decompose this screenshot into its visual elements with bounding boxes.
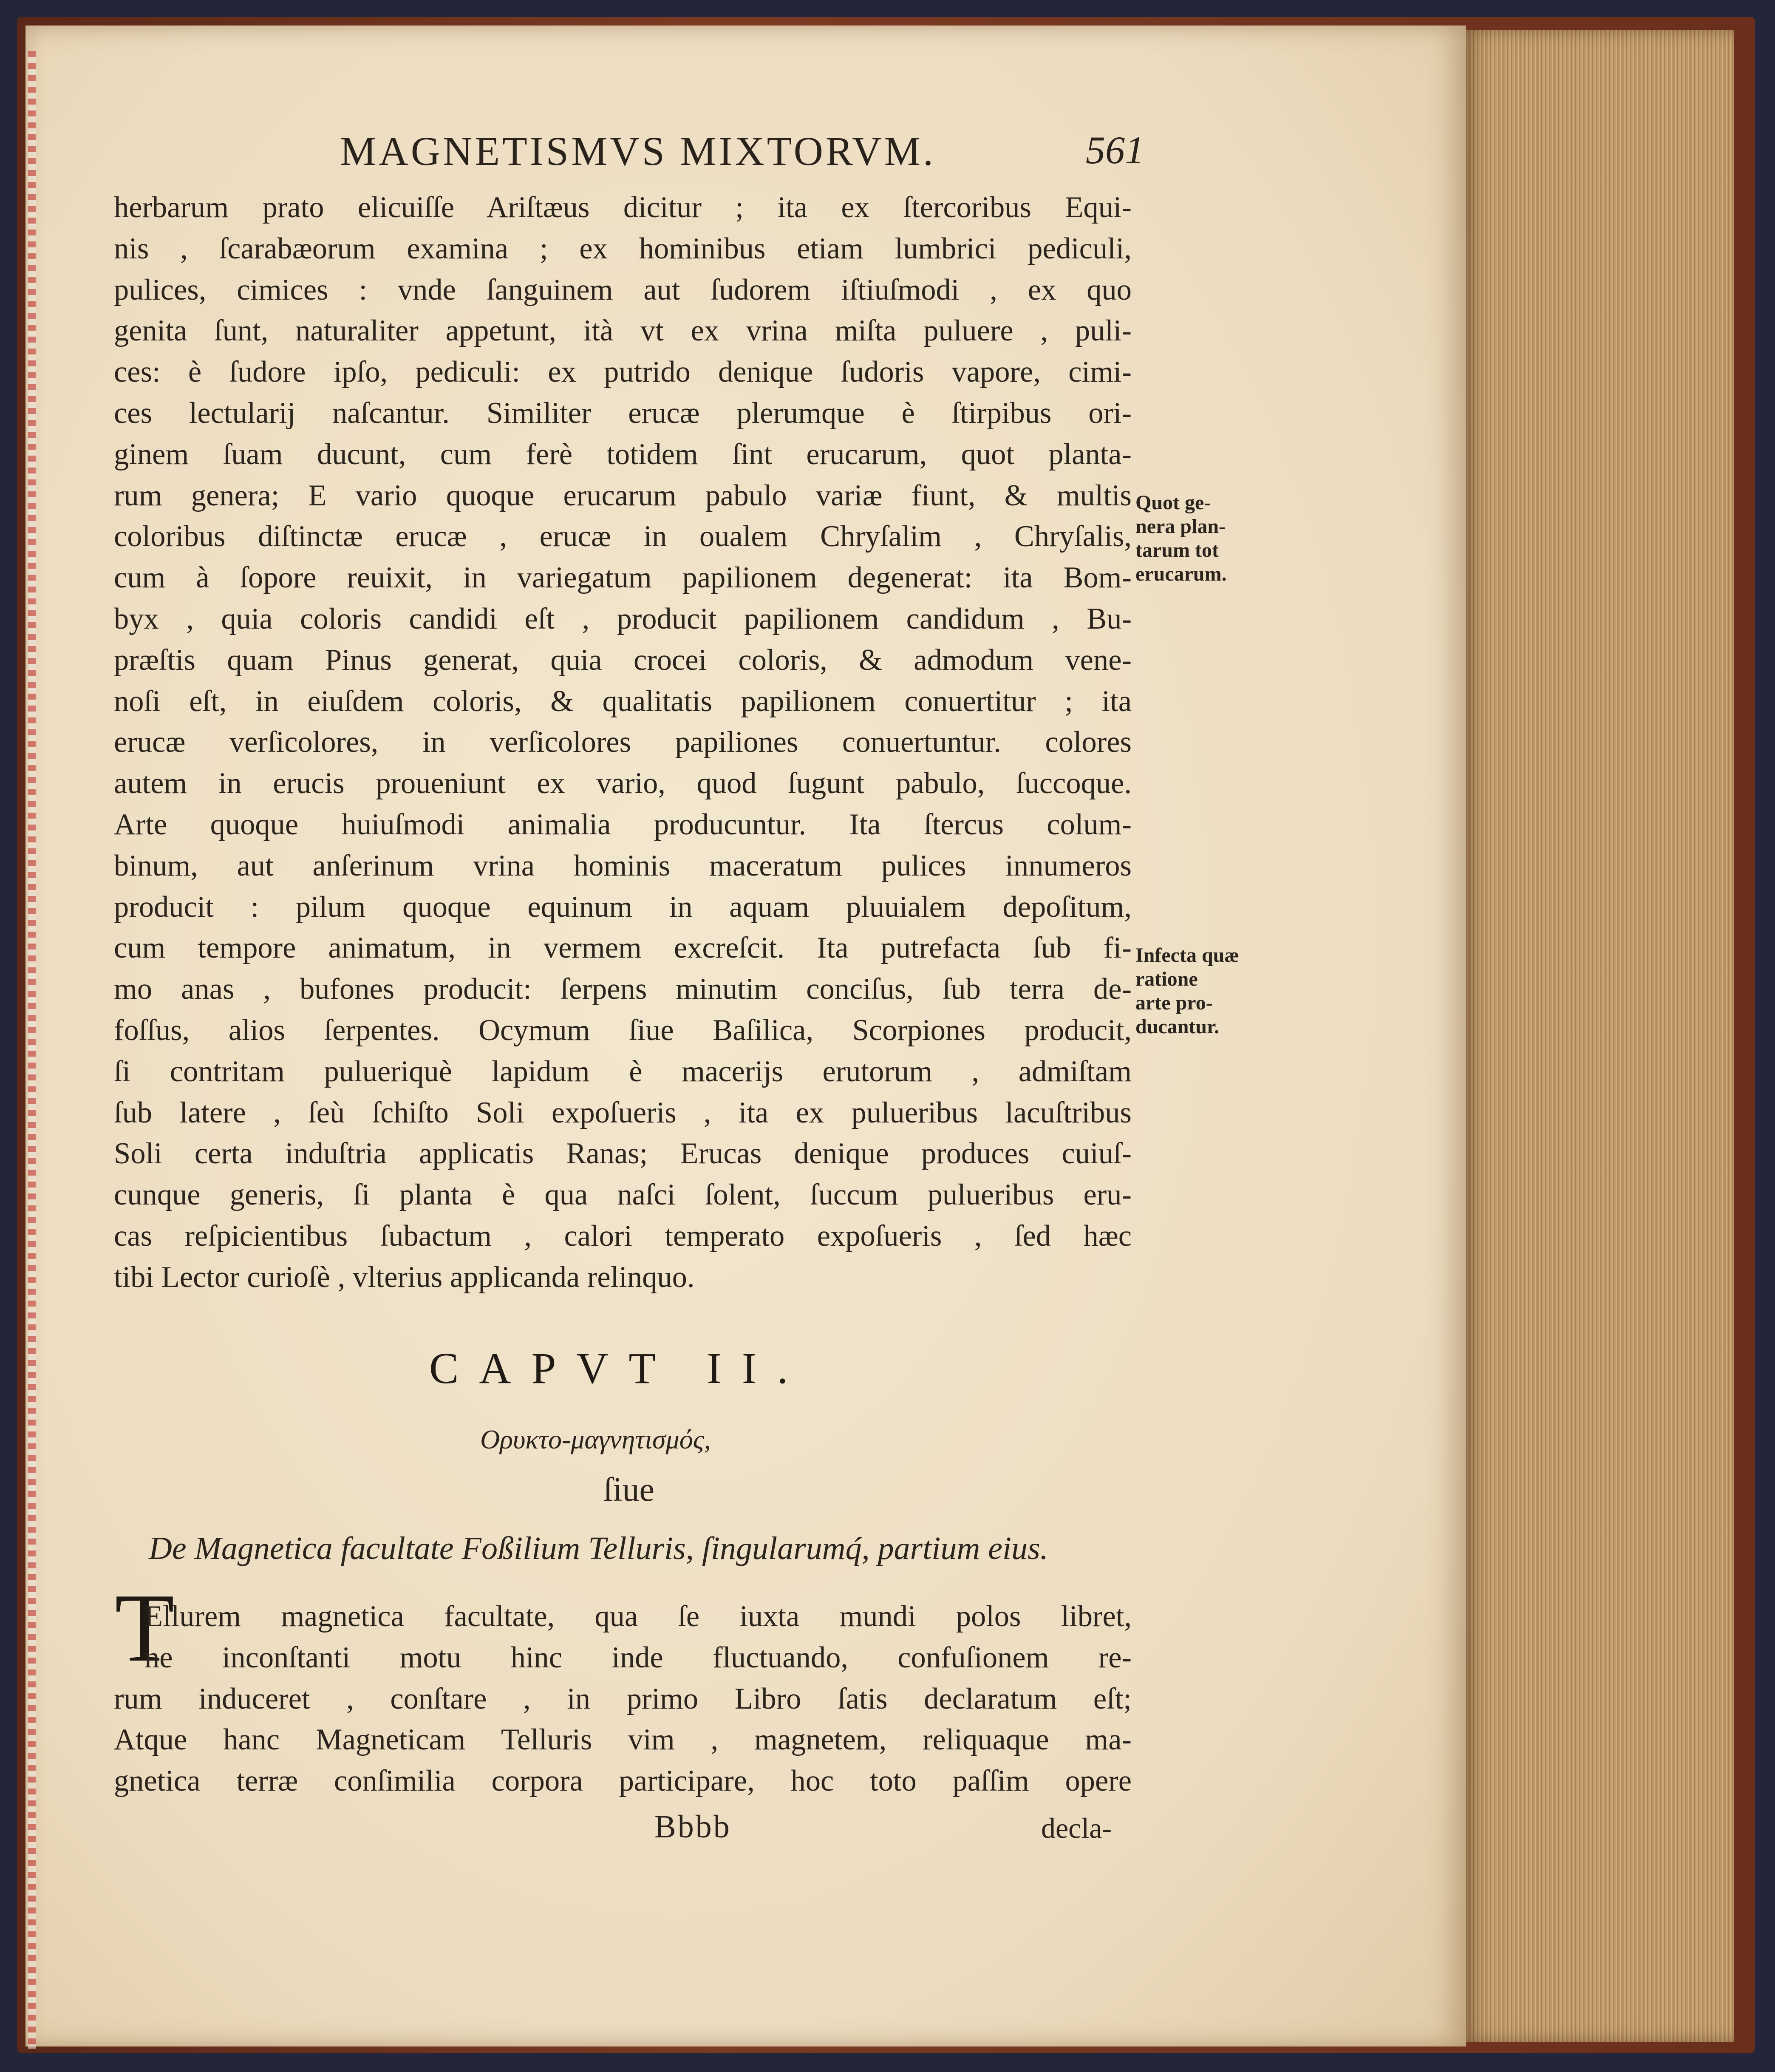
binding-stitch	[28, 51, 36, 2049]
text-line: noſi eſt, in eiuſdem coloris, & qualitatis papilionem conuertitur ; ita	[114, 684, 1132, 718]
margin-note-line: ratione	[1135, 968, 1198, 990]
running-header: MAGNETISMVS MIXTORVM.	[340, 128, 936, 174]
text-line: ginem ſuam ducunt, cum ferè totidem ſint erucarum, quot planta-	[114, 437, 1132, 471]
text-line: ne inconſtanti motu hinc inde fluctuando, confuſionem re-	[144, 1641, 1132, 1674]
text-line: foſſus, alios ſerpentes. Ocymum ſiue Baſilica, Scorpiones producit,	[114, 1013, 1132, 1047]
text-line: ſi contritam pulueriquè lapidum è macerijs erutorum , admiſtam	[114, 1054, 1132, 1088]
text-line: rum genera; E vario quoque erucarum pabulo variæ fiunt, & multis	[114, 479, 1132, 512]
chapter-greek-title: Ορυκτο-μαγνητισμός,	[480, 1424, 711, 1454]
text-line: mo anas , bufones producit: ſerpens minutim conciſus, ſub terra de-	[114, 972, 1132, 1006]
text-line: coloribus diſtinctæ erucæ , erucæ in oualem Chryſalim , Chryſalis,	[114, 520, 1132, 553]
text-line: Arte quoque huiuſmodi animalia producuntur. Ita ſtercus colum-	[114, 808, 1132, 841]
text-line: cum à ſopore reuixit, in variegatum papilionem degenerat: ita Bom-	[114, 561, 1132, 595]
text-line: ces: è ſudore ipſo, pediculi: ex putrido denique ſudoris vapore, cimi-	[114, 355, 1132, 389]
text-line: herbarum prato elicuiſſe Ariſtæus dicitur ; ita ex ſtercoribus Equi-	[114, 191, 1132, 224]
margin-note-line: tarum tot	[1135, 539, 1219, 561]
margin-note-plant-genera	[1135, 491, 1227, 586]
margin-note-insects	[1135, 944, 1239, 1039]
text-line: gnetica terræ conſimilia corpora participare, hoc toto paſſim opere	[114, 1764, 1132, 1798]
chapter-subtitle: De Magnetica facultate Foßilium Telluris, ſingularumq́, partium eius.	[149, 1531, 1048, 1566]
text-line: binum, aut anſerinum vrina hominis maceratum pulices innumeros	[114, 849, 1132, 882]
margin-note-line: Infecta quæ	[1135, 944, 1240, 967]
margin-note-line: erucarum.	[1135, 563, 1227, 585]
drop-cap: T	[115, 1573, 175, 1682]
signature-mark: Bbbb	[654, 1809, 731, 1845]
chapter-text	[114, 1596, 1132, 1802]
text-line: præſtis quam Pinus generat, quia crocei coloris, & admodum vene-	[114, 643, 1132, 677]
chapter-connector: ſiue	[603, 1471, 654, 1508]
text-line: Atque hanc Magneticam Telluris vim , magnetem, reliquaque ma-	[114, 1723, 1132, 1757]
text-line: tibi Lector curioſè , vlterius applicanda relinquo.	[114, 1260, 695, 1294]
text-line: pulices, cimices : vnde ſanguinem aut ſudorem iſtiuſmodi , ex quo	[114, 273, 1132, 306]
chapter-heading: CAPVT II.	[429, 1344, 809, 1393]
margin-note-line: ducantur.	[1135, 1015, 1219, 1038]
page-number: 561	[1086, 128, 1144, 172]
text-line: Ellurem magnetica facultate, qua ſe iuxta mundi polos libret,	[144, 1600, 1132, 1633]
margin-note-line: Quot ge-	[1135, 491, 1211, 514]
text-line: nis , ſcarabæorum examina ; ex hominibus etiam lumbrici pediculi,	[114, 232, 1132, 265]
text-line: producit : pilum quoque equinum in aquam pluuialem depoſitum,	[114, 890, 1132, 924]
text-line: ſub latere , ſeù ſchiſto Soli expoſueris , ita ex pulueribus lacuſtribus	[114, 1096, 1132, 1129]
text-line: byx , quia coloris candidi eſt , producit papilionem candidum , Bu-	[114, 602, 1132, 635]
page-edges	[1462, 30, 1734, 2042]
catchword: decla-	[1041, 1812, 1112, 1844]
text-line: cum tempore animatum, in vermem excreſcit. Ita putrefacta ſub fi-	[114, 931, 1132, 965]
body-text	[114, 187, 1132, 1298]
text-line: cas reſpicientibus ſubactum , calori temperato expoſueris , ſed hæc	[114, 1219, 1132, 1253]
text-line: erucæ verſicolores, in verſicolores papiliones conuertuntur. colores	[114, 726, 1132, 759]
text-line: genita ſunt, naturaliter appetunt, ità vt ex vrina miſta puluere , puli-	[114, 314, 1132, 348]
margin-note-line: arte pro-	[1135, 992, 1213, 1014]
text-line: cunque generis, ſi planta è qua naſci ſolent, ſuccum pulueribus eru-	[114, 1178, 1132, 1212]
margin-note-line: nera plan-	[1135, 515, 1226, 538]
text-line: Soli certa induſtria applicatis Ranas; Erucas denique produces cuiuſ-	[114, 1137, 1132, 1171]
text-line: ces lectularij naſcantur. Similiter erucæ plerumque è ſtirpibus ori-	[114, 396, 1132, 430]
text-line: rum induceret , conſtare , in primo Libro ſatis declaratum eſt;	[114, 1682, 1132, 1715]
text-line: autem in erucis proueniunt ex vario, quod ſugunt pabulo, ſuccoque.	[114, 767, 1132, 800]
